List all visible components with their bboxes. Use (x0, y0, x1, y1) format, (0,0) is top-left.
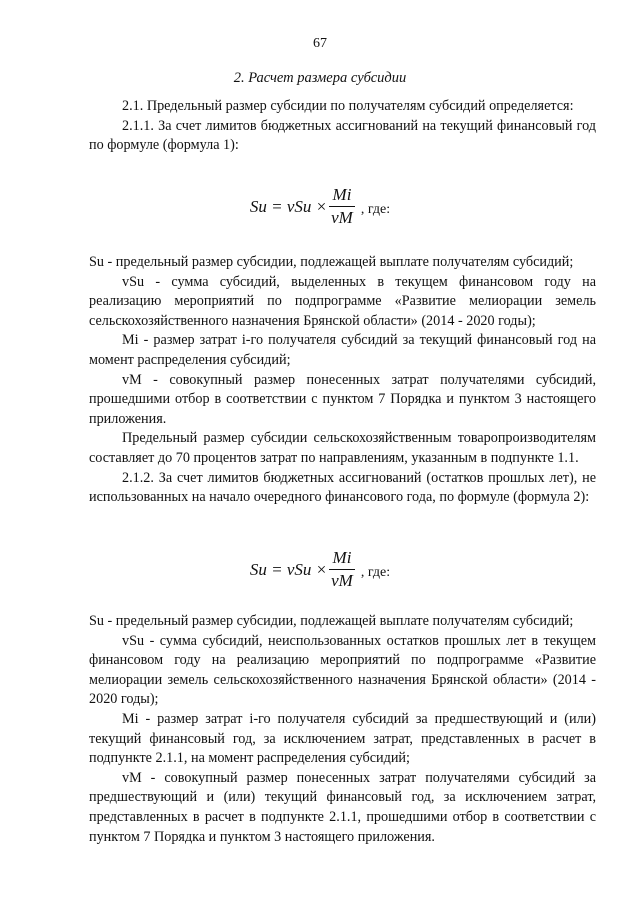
formula-denominator: vM (331, 208, 353, 227)
formula-fraction (329, 548, 355, 591)
definition-vsu: vSu - сумма субсидий, выделенных в текущем финансовом году на реализацию мероприятий по подпрограмме «Развитие мелиорации земель сельскохозяйственного назначения Брянской области» (2014 - 2020 годы); (89, 273, 596, 329)
formula-numerator: Mi (332, 185, 352, 204)
formula-suffix: , где: (360, 564, 391, 580)
formula-lhs: Su = vSu × (249, 196, 328, 216)
page-number: 67 (313, 36, 327, 51)
definition-vsu: vSu - сумма субсидий, неиспользованных остатков прошлых лет в текущем финансовом году на реализацию мероприятий по подпрограмме «Развитие мелиорации земель сельскохозяйственного назначения Брянской области» (2014 - 2020 годы); (89, 632, 596, 708)
formula-1 (0, 185, 640, 228)
paragraph-2-1: 2.1. Предельный размер субсидии по получателям субсидий определяется: (122, 98, 574, 114)
definition-su: Su - предельный размер субсидии, подлежащей выплате получателям субсидий; (89, 613, 574, 629)
text-block-3 (89, 612, 596, 847)
definition-vm: vM - совокупный размер понесенных затрат получателями субсидий за предшествующий и (или) текущий финансовый год, за исключением затрат, представленных в расчет в подпункте 2.1.1, прошедшими отбор в соответствии с пунктом 7 Порядка и пунктом 3 настоящего приложения. (89, 769, 596, 845)
formula-fraction (329, 185, 355, 228)
text-block-2 (89, 253, 596, 508)
text-block-1 (89, 97, 596, 156)
definition-mi: Mi - размер затрат i-го получателя субсидий за предшествующий и (или) текущий финансовый год, за исключением затрат, представленных в расчет в подпункте 2.1.1, на момент распределения субсидий; (89, 710, 596, 767)
formula-lhs: Su = vSu × (249, 559, 328, 579)
paragraph-limit: Предельный размер субсидии сельскохозяйственным товаропроизводителям составляет до 70 процентов затрат по направлениям, указанным в подпункте 1.1. (89, 430, 596, 466)
definition-vm: vM - совокупный размер понесенных затрат получателями субсидий, прошедшими отбор в соответствии с пунктом 7 Порядка и пунктом 3 настоящего приложения. (89, 371, 596, 427)
definition-su: Su - предельный размер субсидии, подлежащей выплате получателям субсидий; (89, 254, 574, 270)
paragraph-2-1-2: 2.1.2. За счет лимитов бюджетных ассигнований (остатков прошлых лет), не использованных на начало очередного финансового года, по формуле (формула 2): (89, 469, 596, 506)
formula-2 (0, 548, 640, 591)
paragraph-2-1-1: 2.1.1. За счет лимитов бюджетных ассигнований на текущий финансовый год по формуле (формула 1): (89, 117, 596, 154)
definition-mi: Mi - размер затрат i-го получателя субсидий за текущий финансовый год на момент распределения субсидий; (89, 332, 596, 368)
formula-denominator: vM (331, 571, 353, 590)
section-title: 2. Расчет размера субсидии (233, 70, 407, 86)
formula-suffix: , где: (360, 201, 391, 217)
formula-numerator: Mi (332, 548, 352, 567)
